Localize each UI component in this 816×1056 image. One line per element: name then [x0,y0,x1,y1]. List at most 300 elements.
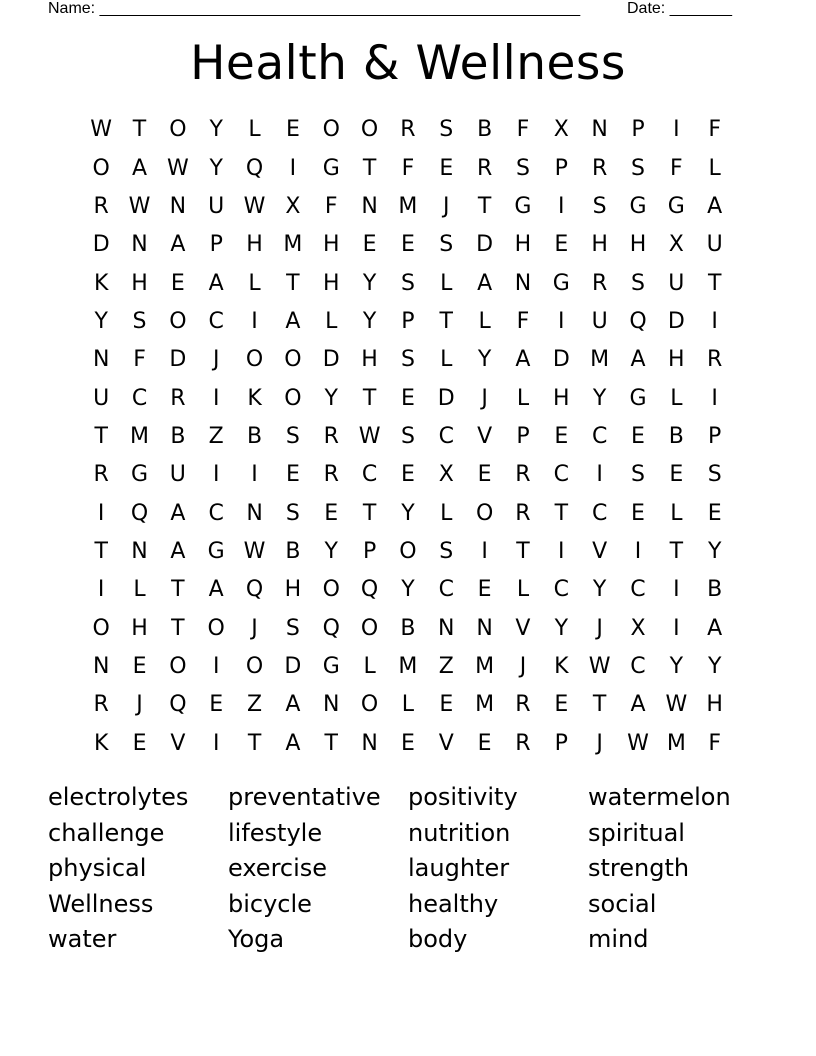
grid-letter: Y [362,308,377,334]
grid-letter: E [477,577,492,603]
grid-letter: N [476,615,493,641]
grid-letter: O [245,347,264,373]
grid-letter: C [553,577,569,603]
grid-letter: E [400,730,415,756]
grid-letter: I [596,462,603,488]
grid-letter: I [558,308,565,334]
grid-letter: A [131,155,148,181]
grid-letter: E [170,270,185,296]
grid-letter: H [131,270,148,296]
grid-letter: X [668,232,684,258]
grid-letter: T [554,500,569,526]
grid-letter: U [169,462,186,488]
grid-letter: U [668,270,685,296]
grid-letter: D [667,308,685,334]
grid-letter: H [361,347,378,373]
word-bank-item: water [48,925,117,954]
grid-letter: Y [209,117,223,143]
grid-letter: A [170,232,186,258]
grid-letter: H [553,385,570,411]
grid-letter: G [629,193,647,219]
grid-letter: Q [169,692,187,718]
grid-letter: J [212,347,220,373]
grid-letter: I [212,385,220,411]
grid-letter: Y [554,615,569,641]
grid-letter: E [132,730,147,756]
grid-letter: C [630,577,646,603]
grid-letter: P [631,117,645,143]
grid-letter: E [209,692,224,718]
grid-letter: H [322,232,340,258]
grid-letter: N [361,193,378,219]
grid-letter: T [362,500,377,526]
grid-letter: W [358,423,381,449]
grid-letter: Y [401,500,415,526]
page-title: Health & Wellness [190,36,626,91]
grid-letter: B [707,577,723,603]
grid-letter: S [515,155,530,181]
grid-letter: E [324,500,339,526]
grid-letter: V [515,615,531,641]
grid-letter: Z [438,653,454,679]
grid-letter: B [400,615,416,641]
grid-letter: V [477,423,493,449]
grid-letter: N [591,117,608,143]
word-bank-item: challenge [48,818,165,847]
grid-letter: X [630,615,646,641]
grid-letter: M [590,347,610,373]
grid-letter: O [322,577,340,603]
grid-letter: T [286,270,300,296]
grid-letter: P [516,423,530,449]
grid-letter: Y [401,577,415,603]
grid-letter: I [558,538,565,564]
grid-letter: P [362,538,377,564]
grid-letter: W [128,193,151,219]
grid-letter: Q [629,308,647,334]
grid-letter: R [515,500,531,526]
grid-letter: S [439,232,454,258]
grid-letter: Y [94,308,108,334]
grid-letter: R [591,270,608,296]
grid-letter: R [323,423,339,449]
grid-letter: A [477,270,493,296]
grid-letter: K [554,653,569,679]
grid-letter: Z [208,423,224,449]
grid-letter: S [285,500,300,526]
grid-letter: C [438,577,454,603]
grid-letter: I [97,577,105,603]
grid-letter: M [398,653,418,679]
grid-letter: F [516,308,530,334]
grid-letter: Q [245,577,264,603]
grid-letter: O [360,615,379,641]
grid-letter: A [630,692,646,718]
grid-letter: T [247,730,262,756]
grid-letter: W [665,692,688,718]
grid-letter: W [243,193,266,219]
grid-letter: L [516,385,530,411]
grid-letter: G [629,385,647,411]
grid-letter: E [707,500,722,526]
word-bank-item: spiritual [588,818,685,847]
grid-letter: A [707,193,723,219]
grid-letter: H [246,232,263,258]
word-bank-item: exercise [228,854,328,883]
grid-letter: B [285,538,301,564]
grid-letter: P [401,308,415,334]
grid-letter: S [631,462,645,488]
grid-letter: B [668,423,684,449]
grid-letter: S [285,423,300,449]
grid-letter: G [552,270,570,296]
grid-letter: N [92,347,110,373]
grid-letter: W [243,538,266,564]
grid-letter: T [477,193,492,219]
grid-letter: T [439,308,453,334]
grid-letter: T [171,577,185,603]
word-bank-item: physical [48,854,147,883]
grid-letter: Y [592,385,607,411]
grid-letter: S [400,423,415,449]
grid-letter: C [630,653,646,679]
grid-letter: O [322,117,340,143]
grid-letter: U [706,232,723,258]
grid-letter: Y [324,538,338,564]
grid-letter: U [93,385,110,411]
grid-letter: M [475,653,495,679]
grid-letter: P [209,232,223,258]
grid-letter: A [630,347,646,373]
grid-letter: A [208,577,224,603]
word-bank-item: healthy [408,889,499,918]
grid-letter: V [438,730,454,756]
word-bank-item: electrolytes [48,783,189,811]
grid-letter: G [667,193,685,219]
grid-letter: R [400,117,416,143]
grid-letter: E [554,423,569,449]
grid-letter: E [554,232,569,258]
grid-letter: P [554,155,568,181]
name-field-label: Name: ______________________________________________________ [48,0,581,17]
grid-letter: L [248,117,261,143]
grid-letter: R [170,385,186,411]
grid-letter: H [706,692,723,718]
grid-letter: E [439,692,454,718]
grid-letter: J [596,615,603,641]
grid-letter: B [477,117,493,143]
grid-letter: N [92,653,110,679]
grid-letter: E [669,462,684,488]
grid-letter: S [132,308,147,334]
grid-letter: N [323,692,340,718]
grid-letter: G [322,155,340,181]
grid-letter: F [516,117,530,143]
grid-letter: A [515,347,531,373]
word-bank-item: preventative [228,783,381,811]
grid-letter: S [400,270,415,296]
grid-letter: N [514,270,532,296]
word-bank-item: strength [588,854,690,883]
grid-letter: S [707,462,722,488]
grid-letter: M [398,193,418,219]
grid-letter: S [285,615,300,641]
grid-letter: K [93,730,109,756]
grid-letter: M [283,232,303,258]
grid-letter: J [251,615,258,641]
grid-letter: S [592,193,607,219]
grid-letter: H [131,615,148,641]
grid-letter: R [93,193,109,219]
grid-letter: W [627,730,649,756]
grid-letter: R [515,692,531,718]
grid-letter: I [711,308,718,334]
grid-letter: W [166,155,189,181]
grid-letter: T [171,615,185,641]
grid-letter: L [401,692,415,718]
grid-letter: O [92,615,110,641]
grid-letter: V [592,538,608,564]
grid-letter: F [670,155,683,181]
word-bank-item: Wellness [48,889,154,918]
grid-letter: E [400,462,415,488]
grid-letter: W [588,653,611,679]
grid-letter: F [708,117,721,143]
grid-letter: Y [707,653,722,679]
grid-letter: M [130,423,149,449]
grid-letter: L [248,270,261,296]
grid-letter: O [284,347,302,373]
grid-letter: V [170,730,186,756]
grid-letter: Z [247,692,263,718]
grid-letter: O [169,117,187,143]
grid-letter: Q [322,615,340,641]
grid-letter: L [670,385,683,411]
grid-letter: B [247,423,263,449]
grid-letter: Y [324,385,338,411]
grid-letter: E [285,462,300,488]
grid-letter: L [325,308,338,334]
grid-letter: O [245,653,264,679]
grid-letter: E [400,385,415,411]
word-bank-item: nutrition [408,818,511,847]
grid-letter: C [591,423,608,449]
grid-letter: A [285,692,301,718]
grid-letter: E [631,423,645,449]
grid-letter: S [439,538,454,564]
grid-letter: R [323,462,339,488]
grid-letter: N [131,232,148,258]
grid-letter: O [284,385,302,411]
grid-letter: I [673,117,680,143]
grid-letter: O [475,500,494,526]
grid-letter: D [92,232,110,258]
grid-letter: P [554,730,568,756]
grid-letter: Q [360,577,379,603]
grid-letter: E [285,117,300,143]
grid-letter: C [208,500,224,526]
grid-letter: Y [592,577,607,603]
grid-letter: G [322,653,340,679]
grid-letter: T [669,538,684,564]
grid-letter: O [207,615,225,641]
grid-letter: X [553,117,569,143]
grid-letter: C [361,462,378,488]
grid-letter: L [440,500,453,526]
grid-letter: T [94,538,108,564]
grid-letter: H [284,577,302,603]
grid-letter: I [711,385,718,411]
grid-letter: Y [209,155,223,181]
grid-letter: L [516,577,530,603]
grid-letter: T [132,117,147,143]
grid-letter: Y [477,347,492,373]
grid-letter: F [401,155,415,181]
grid-letter: C [591,500,608,526]
grid-letter: A [285,308,301,334]
grid-letter: I [212,730,220,756]
grid-letter: S [400,347,415,373]
grid-letter: K [93,270,109,296]
grid-letter: H [322,270,340,296]
grid-letter: A [285,730,301,756]
grid-letter: W [90,117,113,143]
grid-letter: D [284,653,302,679]
grid-letter: B [170,423,186,449]
grid-letter: T [362,155,377,181]
grid-letter: G [514,193,532,219]
date-field-label: Date: _______ [627,0,732,17]
grid-letter: E [362,232,377,258]
grid-letter: Q [245,155,264,181]
grid-letter: F [324,193,338,219]
grid-letter: E [400,232,415,258]
word-bank-item: mind [588,925,649,954]
grid-letter: S [631,270,645,296]
grid-letter: J [481,385,488,411]
grid-letter: E [477,730,492,756]
grid-letter: I [634,538,642,564]
grid-letter: D [322,347,340,373]
word-bank-item: social [588,889,657,918]
grid-letter: O [92,155,110,181]
grid-letter: R [93,462,109,488]
grid-letter: L [440,270,453,296]
grid-letter: D [169,347,187,373]
grid-letter: D [552,347,570,373]
grid-letter: M [475,692,495,718]
grid-letter: N [361,730,378,756]
word-bank-item: positivity [408,783,518,811]
grid-letter: Y [362,270,377,296]
grid-letter: T [707,270,722,296]
grid-letter: M [666,730,686,756]
grid-letter: P [708,423,722,449]
grid-letter: J [443,193,450,219]
grid-letter: Y [669,653,684,679]
grid-letter: S [631,155,645,181]
grid-letter: F [708,730,721,756]
grid-letter: Q [130,500,149,526]
grid-letter: I [251,308,258,334]
grid-letter: X [438,462,454,488]
grid-letter: L [670,500,683,526]
word-bank [48,780,768,958]
grid-letter: O [169,308,187,334]
grid-letter: C [208,308,224,334]
grid-letter: N [246,500,263,526]
grid-letter: K [247,385,262,411]
grid-letter: E [477,462,492,488]
grid-letter: I [97,500,105,526]
word-bank-item: body [408,925,468,954]
grid-letter: D [476,232,494,258]
grid-letter: H [514,232,532,258]
grid-letter: I [481,538,488,564]
grid-letter: J [519,653,527,679]
grid-letter: O [169,653,187,679]
grid-letter: Y [707,538,722,564]
grid-letter: N [169,193,187,219]
grid-letter: E [554,692,569,718]
grid-letter: L [363,653,376,679]
grid-letter: H [591,232,608,258]
grid-letter: F [133,347,146,373]
grid-letter: H [629,232,647,258]
grid-letter: J [136,692,143,718]
grid-letter: H [668,347,685,373]
grid-letter: C [131,385,148,411]
grid-letter: U [591,308,608,334]
grid-letter: I [673,577,680,603]
word-bank-item: bicycle [228,889,312,918]
grid-letter: L [133,577,146,603]
grid-letter: T [362,385,377,411]
grid-letter: D [437,385,455,411]
grid-letter: A [707,615,723,641]
grid-letter: E [132,653,147,679]
grid-letter: I [212,462,220,488]
grid-letter: X [285,193,301,219]
grid-letter: O [399,538,417,564]
grid-letter: A [208,270,224,296]
grid-letter: R [707,347,723,373]
grid-letter: N [131,538,148,564]
word-bank-item: laughter [408,854,510,883]
grid-letter: S [439,117,454,143]
grid-letter: I [212,653,220,679]
grid-letter: C [553,462,569,488]
word-bank-item: watermelon [588,783,731,811]
grid-letter: T [592,692,607,718]
grid-letter: E [631,500,645,526]
grid-letter: O [360,117,379,143]
grid-letter: N [438,615,455,641]
grid-letter: U [208,193,225,219]
grid-letter: T [324,730,338,756]
word-bank-item: Yoga [228,925,285,954]
grid-letter: R [476,155,493,181]
grid-letter: R [93,692,109,718]
grid-letter: A [170,500,186,526]
grid-letter: R [515,462,531,488]
word-bank-item: lifestyle [228,818,323,847]
word-search-grid [82,111,734,763]
grid-letter: O [360,692,379,718]
grid-letter: C [438,423,454,449]
grid-letter: E [439,155,454,181]
grid-letter: A [170,538,186,564]
